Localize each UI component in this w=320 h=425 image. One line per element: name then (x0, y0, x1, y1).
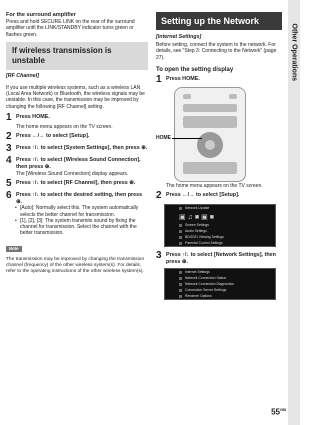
menu-icon (179, 230, 182, 233)
section-side-tab (288, 0, 300, 425)
note-text: The transmission may be improved by changing the transmission channel (frequency) of the other wireless system(s). For details, refer to the operating instructions of the other wireless system(s). (6, 256, 145, 274)
home-callout: HOME (156, 134, 171, 141)
net-step-1: 1 Press HOME. (156, 73, 200, 85)
step-6: 6 Press ↑/↓ to select the desired setting, then press ⊕. (6, 190, 143, 205)
step-2: 2 Press ←/→ to select [Setup]. (6, 131, 90, 143)
step-4-sub: The [Wireless Sound Connection] display appears. (16, 171, 129, 178)
step-4: 4 Press ↑/↓ to select [Wireless Sound Connection], then press ⊕. (6, 155, 141, 170)
unstable-box-heading: If wireless transmission is unstable (6, 42, 148, 70)
option-fixed: • [1], [2], [3]: The system transmits sound by fixing the channel for transmission. Select the channel with the better transmission. (20, 218, 148, 237)
rf-intro: If you use multiple wireless systems, such as a wireless LAN (Local Area Network) or Bluetooth, the wireless signals may be unstable. In this case, the transmission may be improved by changing the following [RF Channel] setting. (6, 84, 145, 110)
menu-icon (179, 236, 182, 239)
section-side-label: Other Operations (290, 23, 298, 82)
category-icons-row: ▣♫■▣■ (179, 213, 216, 221)
left-column (6, 12, 148, 275)
remote-control-icon (174, 87, 246, 182)
menu-icon (179, 271, 182, 274)
net-step-2: 2 Press ←/→ to select [Setup]. (156, 190, 240, 202)
surround-heading: For the surround amplifier (6, 12, 76, 18)
remote-illustration (156, 87, 282, 180)
network-intro: Before setting, connect the system to the network. For details, see “Step 3: Connecting to the Network” (page 27). (156, 42, 277, 61)
rf-channel-subheading: [RF Channel] (6, 72, 39, 79)
menu-icon (179, 283, 182, 286)
net-step-1-sub: The home menu appears on the TV screen. (166, 182, 263, 189)
page-number: $55^{GB}$ (271, 407, 286, 417)
open-display-heading: To open the setting display (156, 66, 234, 73)
step-1: 1 Press HOME. (6, 112, 50, 124)
menu-icon (179, 242, 182, 245)
note-badge: Note (6, 246, 22, 252)
menu-icon (179, 295, 182, 298)
step-5: 5 Press ↑/↓ to select [RF Channel], then press ⊕. (6, 178, 136, 190)
surround-body: Press and hold SECURE LINK on the rear of the surround amplifier until the LINK/STANDBY indicator turns green or flashes green. (6, 19, 135, 38)
step-1-sub: The home menu appears on the TV screen. (16, 124, 113, 131)
menu-icon (179, 207, 182, 210)
step-3: 3 Press ↑/↓ to select [System Settings], then press ⊕. (6, 143, 148, 155)
home-menu-screenshot: Network Update ▣♫■▣■ Screen Settings Audio Settings BD/DVD Viewing Settings Parental Control Settings (164, 204, 276, 247)
internet-settings-subheading: [Internet Settings] (156, 34, 202, 40)
menu-icon (179, 289, 182, 292)
menu-icon (179, 224, 182, 227)
net-step-3: 3 Press ↑/↓ to select [Network Settings], then press ⊕. (156, 250, 276, 265)
home-callout-line (172, 138, 202, 139)
menu-icon (179, 277, 182, 280)
network-settings-screenshot: Internet Settings Network Connection Status Network Connection Diagnostics Connection Server Settings Renderer Options (164, 268, 276, 300)
option-auto: • [Auto]: Normally select this. The system automatically selects the better channel for transmission. (20, 205, 148, 218)
network-heading: Setting up the Network (156, 12, 282, 30)
right-column (156, 12, 282, 304)
